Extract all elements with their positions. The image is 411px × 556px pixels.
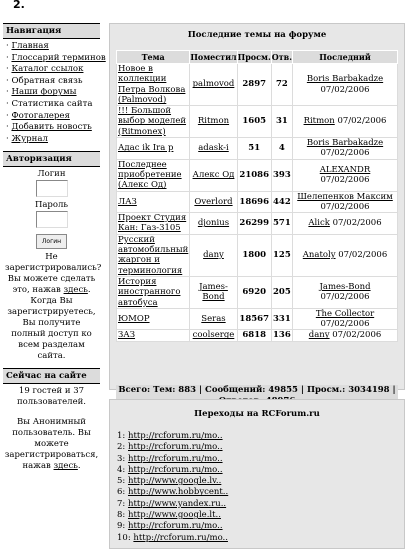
last-post-cell[interactable] — [293, 213, 398, 235]
views-count: 1800 — [242, 250, 267, 261]
last-post-cell[interactable] — [293, 64, 398, 106]
nav-item-label[interactable]: Журнал — [11, 133, 48, 144]
replies-count-cell — [271, 138, 292, 160]
last-user-link[interactable]: The Collector — [315, 308, 375, 319]
referrer-number: 8: — [117, 510, 126, 521]
online-stats: 19 гостей и 37 пользователей. — [17, 386, 86, 408]
referrer-item — [117, 476, 228, 487]
referrer-link[interactable]: http://www.hobbycent.. — [127, 487, 229, 498]
views-count-cell — [237, 159, 271, 191]
nav-list — [3, 41, 106, 145]
topic-link[interactable]: Проект Студия Кан: Газ-3105 — [118, 213, 187, 234]
author-link[interactable]: Seras — [201, 313, 226, 324]
table-row — [117, 191, 398, 213]
login-label: Логин — [37, 169, 66, 180]
anon-note-text: Вы Анонимный пользователь. Вы можете зарегистрироваться, нажав — [4, 417, 99, 472]
nav-item-label[interactable]: Статистика сайта — [11, 98, 93, 109]
replies-count: 72 — [275, 79, 288, 90]
forum-topics-table — [116, 50, 398, 342]
links-panel-title: Переходы на RCForum.ru — [194, 409, 320, 419]
login-form — [3, 169, 100, 362]
views-count: 2897 — [242, 79, 267, 90]
referrer-item — [117, 510, 228, 521]
author-link-cell[interactable] — [190, 138, 237, 160]
nav-item-label[interactable]: Глоссарий терминов — [11, 52, 106, 63]
referrer-item — [117, 521, 228, 532]
replies-count: 442 — [273, 196, 291, 207]
views-count: 26299 — [239, 218, 269, 229]
topic-link-cell[interactable] — [117, 191, 190, 213]
topic-link[interactable]: ЛАЗ — [118, 196, 137, 207]
last-post-date: 07/02/2006 — [338, 250, 388, 261]
views-count-cell — [237, 330, 271, 341]
last-post-date: 07/02/2006 — [320, 175, 370, 186]
referrer-item — [117, 465, 228, 476]
referrer-item — [117, 499, 228, 510]
topic-link-cell[interactable] — [117, 159, 190, 191]
referrer-item — [117, 431, 228, 442]
last-user-link[interactable]: Boris Barbakadze — [306, 74, 384, 85]
views-count-cell — [237, 138, 271, 160]
table-header-row — [117, 51, 398, 64]
author-link[interactable]: Алекс Од — [192, 169, 235, 180]
referrer-link[interactable]: http://rcforum.ru/mo.. — [127, 453, 223, 464]
last-user-link[interactable]: Ritmon — [303, 116, 335, 127]
views-count: 18567 — [239, 313, 269, 324]
table-row — [117, 138, 398, 160]
nav-item-label[interactable]: Наши форумы — [11, 87, 77, 98]
replies-count-cell — [271, 64, 292, 106]
referrer-link[interactable]: http://www.yandex.ru.. — [127, 498, 227, 509]
forum-totals: Всего: Тем: 883 | Сообщений: 49855 | Просм.: 3034198 | — [116, 385, 398, 407]
nav-item-label[interactable]: Обратная связь — [11, 75, 83, 86]
last-user-link[interactable]: Boris Barbakadze — [306, 138, 384, 149]
views-count-cell — [237, 191, 271, 213]
column-header: Последний — [293, 51, 398, 64]
author-link[interactable]: palmovod — [192, 79, 235, 90]
online-section-title: Сейчас на сайте — [3, 368, 100, 384]
last-post-date: 07/02/2006 — [320, 292, 370, 303]
last-user-link[interactable]: Anatoly — [302, 250, 336, 261]
author-link[interactable]: adask-i — [198, 143, 229, 154]
nav-item-label[interactable]: Добавить новость — [11, 122, 92, 133]
referrer-number: 4: — [117, 464, 126, 475]
anon-register-link[interactable]: здесь — [53, 461, 78, 472]
nav-item[interactable] — [3, 52, 106, 65]
table-row — [117, 330, 398, 341]
topic-link[interactable]: Последнее приобретение (Алекс Од) — [118, 159, 182, 191]
last-user-link[interactable]: Alick — [308, 218, 330, 229]
topic-link[interactable]: !!! Большой выбор моделей (Ritmonex) — [118, 106, 187, 137]
nav-item-label[interactable]: Главная — [11, 41, 49, 51]
last-user-link[interactable]: dany — [308, 330, 330, 341]
replies-count-cell — [271, 234, 292, 276]
table-row — [117, 64, 398, 106]
views-count: 6920 — [242, 287, 267, 298]
login-input[interactable] — [36, 180, 68, 197]
topic-link[interactable]: ЗАЗ — [118, 330, 136, 341]
column-header: Отв. — [271, 52, 293, 62]
nav-item[interactable] — [3, 76, 100, 88]
password-input[interactable] — [36, 211, 68, 228]
author-link-cell[interactable] — [190, 213, 237, 235]
replies-count: 571 — [273, 218, 291, 229]
replies-count-cell — [271, 213, 292, 235]
views-count-cell — [237, 308, 271, 330]
forum-panel-title: Последние темы на форуме — [187, 30, 327, 40]
nav-item-label[interactable]: Каталог ссылок — [11, 64, 84, 75]
table-row — [117, 213, 398, 235]
last-post-cell[interactable] — [293, 308, 398, 330]
topic-link-cell[interactable] — [117, 64, 190, 106]
last-post-date: 07/02/2006 — [320, 201, 370, 212]
topic-link[interactable]: Русский автомобильный жаргон и терминология — [118, 234, 189, 276]
last-post-cell[interactable] — [293, 234, 398, 276]
topic-link[interactable]: История иностранного автобуса — [118, 276, 181, 308]
views-count: 6818 — [242, 330, 267, 341]
referrer-link[interactable]: http://rcforum.ru/mo.. — [127, 431, 223, 441]
column-header: Просм. — [237, 52, 271, 62]
register-note-text-2: . Когда Вы зарегистрируетесь, Вы получите полный доступ ко всем разделам сайта. — [7, 285, 96, 362]
author-link[interactable]: dany — [203, 250, 224, 261]
topic-link-cell[interactable] — [117, 138, 190, 160]
referrer-item — [117, 454, 228, 465]
referrer-link[interactable]: http://www.google.lt.. — [127, 510, 221, 521]
anon-note-end: . — [77, 461, 81, 472]
author-link[interactable]: Overlord — [194, 196, 233, 207]
referrer-item — [117, 533, 228, 544]
replies-count-cell — [271, 159, 292, 191]
topic-link[interactable]: ЮМОР — [118, 313, 150, 324]
forum-panel — [109, 23, 405, 395]
last-post-date: 07/02/2006 — [320, 84, 370, 95]
author-link-cell[interactable] — [190, 159, 237, 191]
nav-item[interactable] — [3, 111, 100, 123]
last-user-link[interactable]: James-Bond — [319, 282, 371, 293]
author-link-cell[interactable] — [190, 191, 237, 213]
replies-count-cell — [271, 276, 292, 308]
views-count: 21086 — [239, 169, 269, 180]
page-number: 2. — [13, 0, 25, 11]
table-row — [117, 159, 398, 191]
nav-item[interactable] — [3, 64, 100, 76]
table-row — [117, 106, 398, 138]
referrer-item — [117, 487, 228, 498]
views-count: 18696 — [239, 196, 269, 207]
referrer-link[interactable]: http://rcforum.ru/mo.. — [127, 464, 223, 475]
last-post-date: 07/02/2006 — [337, 116, 387, 127]
links-list — [117, 431, 228, 544]
last-post-cell[interactable] — [293, 138, 398, 160]
views-count-cell — [237, 276, 271, 308]
nav-item[interactable] — [3, 87, 100, 99]
table-row — [117, 234, 398, 276]
replies-count: 205 — [273, 287, 291, 298]
replies-count: 4 — [278, 143, 285, 154]
views-count-cell — [237, 64, 271, 106]
topic-link-cell[interactable] — [117, 106, 190, 138]
replies-count-cell — [271, 191, 292, 213]
register-note-text: Не зарегистрировались? Вы можете сделать это, нажав — [5, 252, 102, 296]
topic-link-cell[interactable] — [117, 234, 190, 276]
referrer-item — [117, 442, 228, 453]
author-link[interactable]: coolserge — [192, 330, 235, 341]
topic-link-cell[interactable] — [117, 330, 190, 341]
topic-link-cell[interactable] — [117, 276, 190, 308]
nav-item[interactable] — [3, 122, 100, 134]
replies-count: 125 — [273, 250, 291, 261]
last-post-date: 07/02/2006 — [332, 218, 382, 229]
author-link-cell[interactable] — [190, 64, 237, 106]
replies-count: 136 — [273, 330, 291, 341]
password-label: Пароль — [34, 200, 69, 211]
referrer-number: 10: — [117, 532, 131, 543]
register-note — [3, 252, 100, 362]
column-header: Тема — [117, 51, 190, 64]
referrer-number: 2: — [117, 442, 126, 453]
nav-item[interactable] — [3, 99, 100, 111]
referrer-number: 7: — [117, 498, 126, 509]
views-count-cell — [237, 213, 271, 235]
referrer-number: 9: — [117, 521, 126, 532]
anon-note — [3, 417, 100, 472]
topic-link[interactable]: Адас ik Ira p — [118, 143, 174, 154]
column-header: Поместил — [190, 52, 237, 62]
links-panel — [109, 399, 405, 549]
auth-section-title: Авторизация — [3, 151, 100, 167]
last-post-cell[interactable] — [293, 191, 398, 213]
last-user-link[interactable]: ALEXANDR — [319, 164, 371, 175]
referrer-number: 5: — [117, 476, 126, 487]
replies-count: 331 — [273, 313, 291, 324]
author-link-cell[interactable] — [190, 234, 237, 276]
topic-link-cell[interactable] — [117, 213, 190, 235]
last-post-cell[interactable] — [293, 276, 398, 308]
last-post-cell[interactable] — [293, 159, 398, 191]
table-body — [117, 64, 398, 342]
login-button[interactable]: Логин — [36, 234, 67, 249]
last-post-cell[interactable] — [293, 330, 398, 341]
table-row — [117, 308, 398, 330]
author-link[interactable]: James-Bond — [199, 282, 228, 303]
views-count-cell — [237, 106, 271, 138]
replies-count: 31 — [275, 116, 288, 127]
table-row — [117, 276, 398, 308]
nav-item[interactable] — [3, 41, 100, 53]
replies-count: 393 — [273, 169, 291, 180]
last-post-date: 07/02/2006 — [320, 148, 370, 159]
last-post-date: 07/02/2006 — [320, 319, 370, 330]
referrer-link[interactable]: http://rcforum.ru/mo.. — [127, 442, 223, 453]
topic-link-cell[interactable] — [117, 308, 190, 330]
views-count-cell — [237, 234, 271, 276]
nav-section-title: Навигация — [3, 23, 100, 39]
author-link[interactable]: djonius — [197, 218, 230, 229]
last-post-date: 07/02/2006 — [332, 330, 382, 341]
referrer-link[interactable]: http://rcforum.ru/mo.. — [127, 521, 223, 532]
topic-link[interactable]: Новое в коллекции Петра Волкова (Palmovod) — [118, 64, 186, 105]
author-link-cell[interactable] — [190, 308, 237, 330]
nav-item[interactable] — [3, 134, 100, 146]
referrer-number: 6: — [117, 487, 126, 498]
referrer-number: 3: — [117, 453, 126, 464]
left-column — [3, 23, 106, 472]
register-link[interactable]: здесь — [63, 285, 88, 296]
author-link-cell[interactable] — [190, 106, 237, 138]
replies-count-cell — [271, 106, 292, 138]
referrer-link[interactable]: http://www.google.lv.. — [127, 476, 222, 487]
referrer-number: 1: — [117, 431, 126, 441]
views-count: 51 — [248, 143, 261, 154]
referrer-link[interactable]: http://rcforum.ru/mo.. — [133, 532, 228, 543]
last-user-link[interactable]: Шелепенков Максим — [297, 191, 393, 202]
last-post-cell[interactable] — [293, 106, 398, 138]
nav-item-label[interactable]: Фотогалерея — [11, 110, 70, 121]
author-link-cell[interactable] — [190, 330, 237, 341]
author-link-cell[interactable] — [190, 276, 237, 308]
replies-count-cell — [271, 308, 292, 330]
views-count: 1605 — [242, 116, 267, 127]
author-link[interactable]: Ritmon — [197, 116, 230, 127]
replies-count-cell — [271, 330, 292, 341]
